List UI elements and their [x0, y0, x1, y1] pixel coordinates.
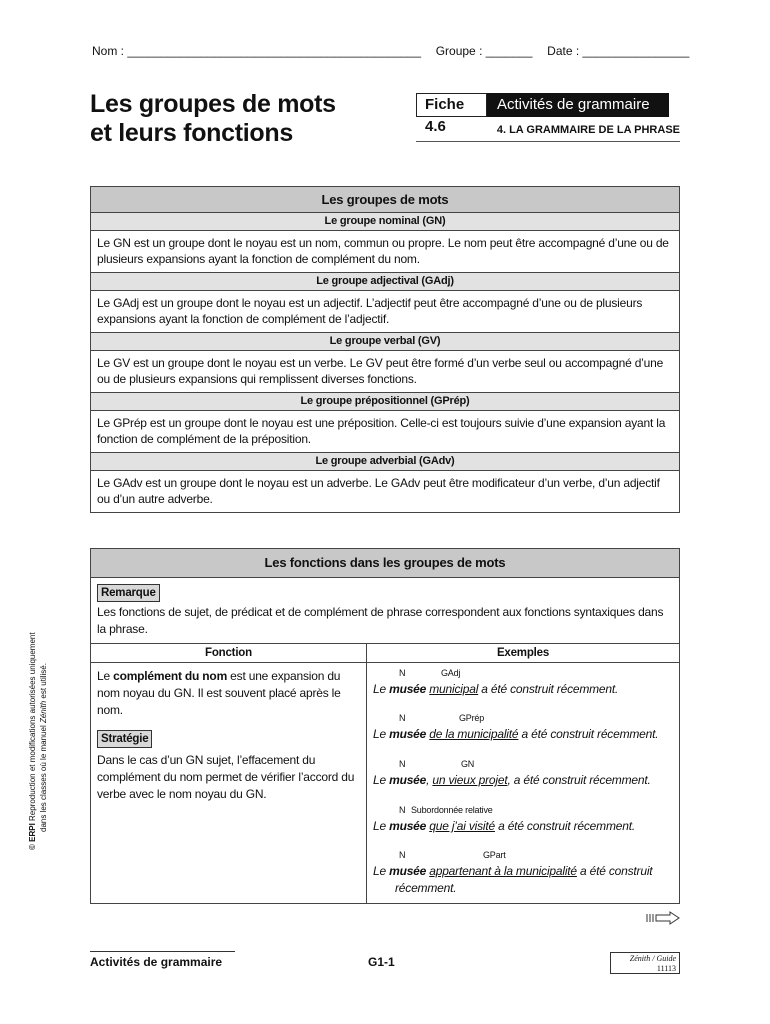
example-pre: Le — [373, 864, 390, 878]
tag-group: GPrép — [459, 713, 485, 723]
example-noyau: musée — [389, 819, 427, 833]
example-expansion: appartenant à la municipalité — [429, 864, 577, 878]
subtitle-rule — [416, 141, 680, 142]
groupe-description: Le GAdj est un groupe dont le noyau est un adjectif. L’adjectif peut être accompagné d’une ou de plusieurs expansions ayant la fonction de complément de l’adjectif. — [91, 291, 679, 333]
groupe-title: Le groupe nominal (GN) — [91, 213, 679, 231]
example-sentence — [373, 863, 673, 880]
fiche-label: Activités de grammaire — [487, 93, 669, 117]
example-noyau: musée — [389, 773, 427, 787]
example-sentence — [373, 681, 673, 698]
fonction-description — [97, 668, 359, 719]
example-sentence — [373, 818, 673, 835]
page-title — [90, 90, 336, 148]
groupes-heading: Les groupes de mots — [91, 187, 679, 213]
page-number: G1-1 — [368, 955, 395, 969]
example-post: a été construit — [576, 864, 653, 878]
example-pre: Le — [373, 727, 390, 741]
footer-ref-line1: Zénith / Guide — [629, 954, 676, 963]
tag-group: GAdj — [441, 668, 461, 678]
tag-n: N — [399, 805, 406, 815]
col-fonction-header: Fonction — [91, 644, 367, 662]
fonction-term: complément du nom — [113, 669, 228, 683]
example-expansion: que j’ai visité — [429, 819, 495, 833]
example-sentence — [373, 726, 673, 743]
example-pre: Le — [373, 819, 390, 833]
page-title-line1: Les groupes de mots — [90, 90, 336, 118]
groupes-table — [90, 186, 680, 513]
fiche-number: Fiche 4.6 — [416, 93, 487, 117]
groupe-field[interactable]: _______ — [485, 44, 533, 58]
example-pre: Le — [373, 682, 390, 696]
fonctions-heading: Les fonctions dans les groupes de mots — [91, 549, 679, 578]
groupe-description: Le GV est un groupe dont le noyau est un verbe. Le GV peut être formé d’un verbe seul ou accompagné d’une ou de plusieurs expansions qui remplissent diverses fonctions. — [91, 351, 679, 393]
footer-reference-box — [610, 952, 680, 974]
student-info-line — [92, 44, 690, 58]
remarque-wrap — [97, 583, 160, 602]
copyright-notice — [27, 590, 49, 850]
remarque-label: Remarque — [97, 584, 160, 602]
example-sentence-cont — [373, 880, 673, 897]
example-item — [373, 713, 673, 743]
example-item — [373, 759, 673, 789]
example-item — [373, 668, 673, 698]
example-noyau: musée — [389, 727, 427, 741]
tag-n: N — [399, 713, 406, 723]
copyright-line1 — [27, 590, 38, 850]
tag-n: N — [399, 759, 406, 769]
fonction-post: est une expansion du nom noyau du GN. Il est souvent placé après le nom. — [97, 669, 341, 717]
copyright-manual: Zénith — [39, 700, 48, 724]
strategie-wrap — [97, 729, 152, 748]
page-title-line2: et leurs fonctions — [90, 119, 293, 147]
next-page-arrow-icon — [646, 911, 680, 925]
example-noyau: musée — [389, 682, 427, 696]
example-sentence — [373, 772, 673, 789]
copyright-line2 — [38, 590, 49, 850]
tag-n: N — [399, 668, 406, 678]
strategie-label: Stratégie — [97, 730, 152, 748]
tag-n: N — [399, 850, 406, 860]
copyright-text2: dans les classes où le manuel — [39, 723, 48, 832]
footer-ref-line2: 11113 — [656, 964, 676, 973]
tag-group: GPart — [483, 850, 506, 860]
col-exemples-header: Exemples — [496, 647, 550, 659]
footer-section-label: Activités de grammaire — [90, 955, 223, 969]
footer-rule — [90, 951, 235, 952]
example-post: a été construit récemment. — [478, 682, 619, 696]
example-post: a été construit récemment. — [518, 727, 659, 741]
fonctions-table — [90, 548, 680, 904]
strategie-text: Dans le cas d’un GN sujet, l’effacement du complément du nom permet de vérifier l’accord du verbe avec le nom noyau du GN. — [97, 753, 355, 801]
date-label: Date : — [547, 44, 580, 58]
copyright-text3: est utilisé. — [39, 663, 48, 701]
example-expansion: de la municipalité — [429, 727, 519, 741]
example-post: , a été construit récemment. — [507, 773, 651, 787]
tag-group: GN — [461, 759, 475, 769]
tag-group: Subordonnée relative — [411, 805, 493, 815]
nom-field[interactable]: ____________________________________________ — [127, 44, 422, 58]
groupe-description: Le GN est un groupe dont le noyau est un nom, commun ou propre. Le nom peut être accompagné d’une ou de plusieurs expansions ayant la fonction de complément du nom. — [91, 231, 679, 273]
fonction-pre: Le — [97, 669, 114, 683]
remarque-text: Les fonctions de sujet, de prédicat et de complément de phrase correspondent aux fonctions syntaxiques dans la phrase. — [97, 605, 664, 636]
example-cont: récemment. — [395, 881, 457, 895]
groupe-label: Groupe : — [435, 44, 483, 58]
nom-label: Nom : — [92, 44, 125, 58]
example-item — [373, 850, 673, 897]
groupe-title: Le groupe prépositionnel (GPrép) — [91, 393, 679, 411]
column-headers — [91, 643, 679, 663]
section-subtitle: 4. LA GRAMMAIRE DE LA PHRASE — [496, 124, 680, 136]
groupe-title: Le groupe adjectival (GAdj) — [91, 273, 679, 291]
column-divider — [366, 662, 367, 903]
example-post: a été construit récemment. — [494, 819, 635, 833]
example-expansion: un vieux projet — [432, 773, 508, 787]
groupe-title: Le groupe verbal (GV) — [91, 333, 679, 351]
copyright-brand: © ERPI — [28, 823, 37, 850]
date-field[interactable]: ________________ — [582, 44, 690, 58]
copyright-text1: Reproduction et modifications autorisées uniquement — [28, 632, 37, 824]
groupe-description: Le GPrép est un groupe dont le noyau est une préposition. Celle-ci est toujours suivie d’une expansion ayant la fonction de complément de la préposition. — [91, 411, 679, 453]
example-item — [373, 805, 673, 835]
example-mid: , — [426, 773, 433, 787]
example-noyau: musée — [389, 864, 427, 878]
example-expansion: municipal — [429, 682, 479, 696]
example-pre: Le — [373, 773, 390, 787]
groupe-description: Le GAdv est un groupe dont le noyau est un adverbe. Le GAdv peut être modificateur d’un verbe, d’un adjectif ou d’un autre adverbe. — [97, 476, 660, 506]
groupe-title: Le groupe adverbial (GAdv) — [91, 453, 679, 471]
